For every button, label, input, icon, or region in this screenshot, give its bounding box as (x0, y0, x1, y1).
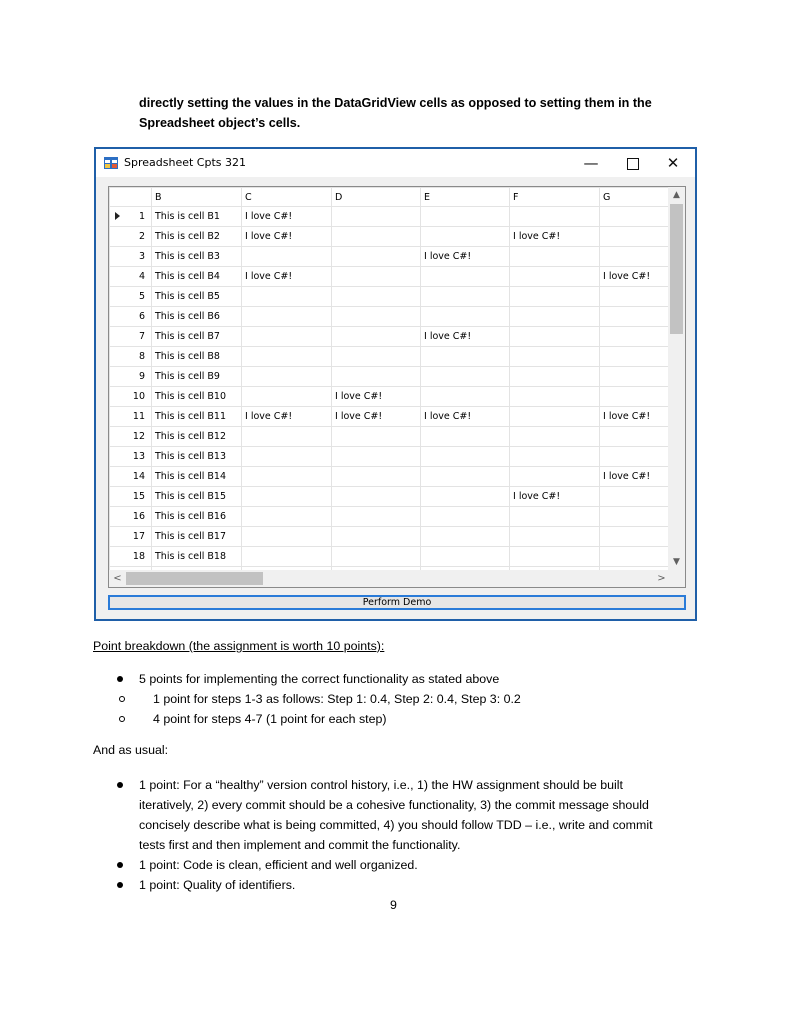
scrollbar-corner (668, 570, 685, 587)
row-number: 13 (132, 451, 145, 462)
row-number: 11 (132, 411, 145, 422)
scroll-down-icon[interactable]: ▼ (673, 557, 680, 567)
grid-cell-b[interactable]: This is cell B7 (152, 327, 242, 347)
grid-cell-g[interactable] (600, 287, 671, 307)
row-header-cell[interactable] (110, 527, 152, 547)
grid-cell-d[interactable] (332, 507, 421, 527)
row-number: 16 (132, 511, 145, 522)
grid-cell-d[interactable] (332, 227, 421, 247)
grid-row (110, 287, 671, 307)
row-number: 10 (132, 391, 145, 402)
grid-cell-g[interactable]: I love C#! (600, 467, 671, 487)
grid-cell-c[interactable]: I love C#! (242, 207, 332, 227)
grid-cell-f[interactable] (510, 307, 600, 327)
row-header-cell[interactable] (110, 427, 152, 447)
list-item-text: 4 point for steps 4-7 (1 point for each step) (153, 712, 387, 726)
row-header-wrap (110, 287, 151, 306)
grid-cell-c[interactable] (242, 247, 332, 267)
grid-cell-f[interactable] (510, 207, 600, 227)
grid-row (110, 267, 671, 287)
data-grid-view[interactable] (108, 186, 686, 588)
grid-cell-b[interactable]: This is cell B11 (152, 407, 242, 427)
grid-cell-c[interactable]: I love C#! (242, 267, 332, 287)
grid-cell-f[interactable] (510, 287, 600, 307)
grid-cell-g[interactable] (600, 387, 671, 407)
row-header-wrap (110, 367, 151, 386)
row-number: 3 (138, 251, 145, 262)
grid-cell-d[interactable] (332, 487, 421, 507)
row-header-wrap (110, 227, 151, 246)
column-header-g[interactable]: G (600, 188, 671, 207)
grid-row (110, 307, 671, 327)
grid-cell-e[interactable] (421, 467, 510, 487)
grid-cell-c[interactable]: I love C#! (242, 227, 332, 247)
grid-cell-b[interactable]: This is cell B18 (152, 547, 242, 567)
grid-cell-g[interactable] (600, 347, 671, 367)
grid-cell-f[interactable] (510, 407, 600, 427)
row-header-cell[interactable] (110, 387, 152, 407)
grid-cell-e[interactable] (421, 507, 510, 527)
grid-cell-d[interactable]: I love C#! (332, 407, 421, 427)
window-title: Spreadsheet Cpts 321 (124, 156, 246, 169)
grid-cell-d[interactable] (332, 367, 421, 387)
grid-cell-e[interactable] (421, 387, 510, 407)
grid-cell-f[interactable] (510, 367, 600, 387)
grid-cell-d[interactable] (332, 287, 421, 307)
row-header-cell[interactable] (110, 547, 152, 567)
row-number: 7 (138, 331, 145, 342)
row-header-cell[interactable] (110, 247, 152, 267)
row-header-wrap (110, 307, 151, 326)
grid-cell-c[interactable] (242, 547, 332, 567)
grid-row (110, 467, 671, 487)
row-header-cell[interactable] (110, 207, 152, 227)
grid-cell-f[interactable] (510, 527, 600, 547)
top-left-header-cell[interactable] (110, 188, 152, 207)
scroll-up-icon[interactable]: ▲ (673, 190, 680, 200)
point-breakdown-heading: Point breakdown (the assignment is worth 10 points): (93, 639, 385, 653)
grid-cell-b[interactable]: This is cell B12 (152, 427, 242, 447)
row-header-wrap (110, 347, 151, 366)
grid-cell-d[interactable] (332, 267, 421, 287)
row-number: 15 (132, 491, 145, 502)
row-number: 8 (138, 351, 145, 362)
grid-cell-c[interactable] (242, 427, 332, 447)
grid-cell-f[interactable] (510, 547, 600, 567)
grid-cell-b[interactable]: This is cell B4 (152, 267, 242, 287)
column-header-f[interactable]: F (510, 188, 600, 207)
grid-cell-g[interactable]: I love C#! (600, 407, 671, 427)
intro-paragraph (139, 93, 679, 133)
list-item (93, 689, 713, 709)
grid-cell-c[interactable] (242, 527, 332, 547)
column-header-c[interactable]: C (242, 188, 332, 207)
row-header-wrap (110, 447, 151, 466)
grid-cell-g[interactable] (600, 507, 671, 527)
grid-cell-f[interactable]: I love C#! (510, 227, 600, 247)
list-item-text: 1 point: Code is clean, efficient and well organized. (139, 858, 418, 872)
grid-cell-f[interactable] (510, 327, 600, 347)
grid-cell-b[interactable]: This is cell B14 (152, 467, 242, 487)
row-header-cell[interactable] (110, 307, 152, 327)
row-number: 14 (132, 471, 145, 482)
grid-cell-f[interactable] (510, 447, 600, 467)
horizontal-scrollbar[interactable] (109, 570, 670, 587)
intro-line-1: directly setting the values in the DataGridView cells as opposed to setting them in the (139, 96, 652, 110)
row-header-cell[interactable] (110, 467, 152, 487)
row-number: 17 (132, 531, 145, 542)
grid-cell-f[interactable] (510, 347, 600, 367)
grid-cell-g[interactable] (600, 427, 671, 447)
row-header-cell[interactable] (110, 447, 152, 467)
row-header-cell[interactable] (110, 507, 152, 527)
grid-cell-c[interactable] (242, 387, 332, 407)
page-number: 9 (390, 898, 397, 912)
current-row-arrow-icon (115, 212, 120, 220)
grid-cell-g[interactable] (600, 367, 671, 387)
grid-cell-c[interactable] (242, 367, 332, 387)
grid-cell-e[interactable] (421, 207, 510, 227)
grid-cell-g[interactable] (600, 487, 671, 507)
grid-cell-b[interactable]: This is cell B10 (152, 387, 242, 407)
row-header-wrap (110, 267, 151, 286)
row-number: 1 (138, 211, 145, 222)
grid-row (110, 407, 671, 427)
perform-demo-button[interactable]: Perform Demo (108, 595, 686, 610)
row-header-cell[interactable] (110, 407, 152, 427)
grid-cell-e[interactable] (421, 527, 510, 547)
grid-cell-d[interactable] (332, 347, 421, 367)
sub-list (93, 689, 713, 729)
scroll-left-icon[interactable]: < (113, 573, 122, 584)
grid-cell-b[interactable]: This is cell B5 (152, 287, 242, 307)
row-number: 4 (138, 271, 145, 282)
grid-cell-e[interactable]: I love C#! (421, 407, 510, 427)
grid-cell-f[interactable] (510, 247, 600, 267)
grid-cell-c[interactable] (242, 327, 332, 347)
grid-cell-e[interactable] (421, 307, 510, 327)
grid-cell-d[interactable] (332, 207, 421, 227)
column-header-b[interactable]: B (152, 188, 242, 207)
list-item (93, 709, 713, 729)
row-header-cell[interactable] (110, 227, 152, 247)
grid-cell-f[interactable]: I love C#! (510, 487, 600, 507)
minimize-button[interactable]: — (583, 154, 599, 172)
grid-cell-g[interactable] (600, 247, 671, 267)
grid-cell-d[interactable] (332, 427, 421, 447)
grid-cell-b[interactable]: This is cell B3 (152, 247, 242, 267)
list-item-text: 1 point: Quality of identifiers. (139, 878, 296, 892)
row-header-wrap (110, 207, 151, 226)
grid-cell-g[interactable] (600, 227, 671, 247)
grid-row (110, 367, 671, 387)
grid-cell-g[interactable] (600, 307, 671, 327)
grid-cell-e[interactable] (421, 447, 510, 467)
grid-cell-c[interactable] (242, 487, 332, 507)
row-header-wrap (110, 407, 151, 426)
grid-row (110, 247, 671, 267)
grid-cell-c[interactable] (242, 287, 332, 307)
grid-row (110, 487, 671, 507)
grid-cell-c[interactable] (242, 307, 332, 327)
grid-cell-f[interactable] (510, 387, 600, 407)
app-icon (104, 157, 118, 169)
grid-cell-c[interactable] (242, 347, 332, 367)
list-item (93, 669, 713, 689)
grid-row (110, 207, 671, 227)
grid-cell-g[interactable] (600, 527, 671, 547)
grid-cell-d[interactable] (332, 527, 421, 547)
grid-cell-e[interactable] (421, 547, 510, 567)
list-item-text: 5 points for implementing the correct functionality as stated above (139, 672, 500, 686)
grid-cell-g[interactable] (600, 207, 671, 227)
grid-row (110, 427, 671, 447)
maximize-button[interactable] (613, 149, 653, 177)
grid-cell-b[interactable]: This is cell B8 (152, 347, 242, 367)
grid-cell-g[interactable] (600, 547, 671, 567)
list-item (93, 775, 713, 855)
column-header-d[interactable]: D (332, 188, 421, 207)
grid-cell-b[interactable]: This is cell B9 (152, 367, 242, 387)
intro-line-2: Spreadsheet object’s cells. (139, 116, 301, 130)
row-header-cell[interactable] (110, 287, 152, 307)
grid-table (109, 187, 671, 587)
grid-cell-e[interactable]: I love C#! (421, 327, 510, 347)
grid-row (110, 547, 671, 567)
row-header-wrap (110, 547, 151, 566)
scroll-right-icon[interactable]: > (657, 573, 666, 584)
list-item-text: 1 point for steps 1-3 as follows: Step 1: 0.4, Step 2: 0.4, Step 3: 0.2 (153, 692, 521, 706)
grid-row (110, 527, 671, 547)
row-header-wrap (110, 247, 151, 266)
grid-row (110, 227, 671, 247)
grid-cell-b[interactable]: This is cell B16 (152, 507, 242, 527)
maximize-icon (627, 158, 639, 170)
grid-row (110, 447, 671, 467)
column-header-row (110, 188, 671, 207)
grid-cell-e[interactable] (421, 267, 510, 287)
row-header-cell[interactable] (110, 487, 152, 507)
row-number: 9 (138, 371, 145, 382)
grid-cell-d[interactable] (332, 247, 421, 267)
column-header-e[interactable]: E (421, 188, 510, 207)
grid-cell-d[interactable]: I love C#! (332, 387, 421, 407)
grid-cell-b[interactable]: This is cell B13 (152, 447, 242, 467)
list-item-text-line: 1 point: For a “healthy” version control history, i.e., 1) the HW assignment should be built (139, 778, 623, 792)
grid-cell-g[interactable] (600, 327, 671, 347)
grid-cell-e[interactable] (421, 427, 510, 447)
row-number: 2 (138, 231, 145, 242)
row-number: 12 (132, 431, 145, 442)
row-header-wrap (110, 507, 151, 526)
list-item-text-line: iteratively, 2) every commit should be a cohesive functionality, 3) the commit message should (139, 798, 649, 812)
grid-cell-g[interactable] (600, 447, 671, 467)
list-item-text-line: concisely describe what is being committed, 4) you should follow TDD – i.e., write and commit (139, 818, 653, 832)
usual-heading: And as usual: (93, 743, 169, 757)
title-bar[interactable] (96, 149, 695, 177)
grid-row (110, 327, 671, 347)
row-header-cell[interactable] (110, 347, 152, 367)
grid-cell-b[interactable]: This is cell B6 (152, 307, 242, 327)
grid-cell-d[interactable] (332, 447, 421, 467)
close-button[interactable]: ✕ (666, 154, 680, 172)
grid-cell-d[interactable] (332, 547, 421, 567)
grid-cell-f[interactable] (510, 507, 600, 527)
row-header-wrap (110, 387, 151, 406)
grid-cell-e[interactable] (421, 347, 510, 367)
grid-cell-d[interactable] (332, 307, 421, 327)
grid-cell-g[interactable]: I love C#! (600, 267, 671, 287)
grid-cell-c[interactable] (242, 507, 332, 527)
grid-cell-c[interactable]: I love C#! (242, 407, 332, 427)
row-header-cell[interactable] (110, 327, 152, 347)
grid-cell-f[interactable] (510, 267, 600, 287)
list-item (93, 855, 713, 875)
row-header-wrap (110, 427, 151, 446)
row-number: 5 (138, 291, 145, 302)
grid-cell-b[interactable]: This is cell B17 (152, 527, 242, 547)
usual-list (93, 775, 713, 895)
vertical-scrollbar[interactable] (668, 187, 685, 571)
grid-cell-c[interactable] (242, 447, 332, 467)
vertical-scroll-thumb[interactable] (670, 204, 683, 334)
grid-cell-e[interactable] (421, 227, 510, 247)
row-number: 6 (138, 311, 145, 322)
row-header-wrap (110, 467, 151, 486)
list-item (93, 875, 713, 895)
grid-cell-b[interactable]: This is cell B15 (152, 487, 242, 507)
spreadsheet-window (94, 147, 697, 621)
grid-cell-f[interactable] (510, 427, 600, 447)
row-header-wrap (110, 327, 151, 346)
grid-cell-e[interactable] (421, 487, 510, 507)
grid-cell-e[interactable] (421, 287, 510, 307)
row-number: 18 (132, 551, 145, 562)
row-header-cell[interactable] (110, 267, 152, 287)
point-breakdown-list (93, 669, 713, 729)
grid-cell-b[interactable]: This is cell B1 (152, 207, 242, 227)
grid-cell-c[interactable] (242, 467, 332, 487)
grid-row (110, 387, 671, 407)
row-header-wrap (110, 527, 151, 546)
row-header-wrap (110, 487, 151, 506)
grid-cell-d[interactable] (332, 467, 421, 487)
grid-row (110, 507, 671, 527)
list-item-text-line: tests first and then implement and commit the functionality. (139, 838, 461, 852)
grid-cell-e[interactable]: I love C#! (421, 247, 510, 267)
grid-cell-e[interactable] (421, 367, 510, 387)
grid-row (110, 347, 671, 367)
grid-cell-d[interactable] (332, 327, 421, 347)
row-header-cell[interactable] (110, 367, 152, 387)
grid-cell-b[interactable]: This is cell B2 (152, 227, 242, 247)
horizontal-scroll-thumb[interactable] (126, 572, 263, 585)
grid-cell-f[interactable] (510, 467, 600, 487)
